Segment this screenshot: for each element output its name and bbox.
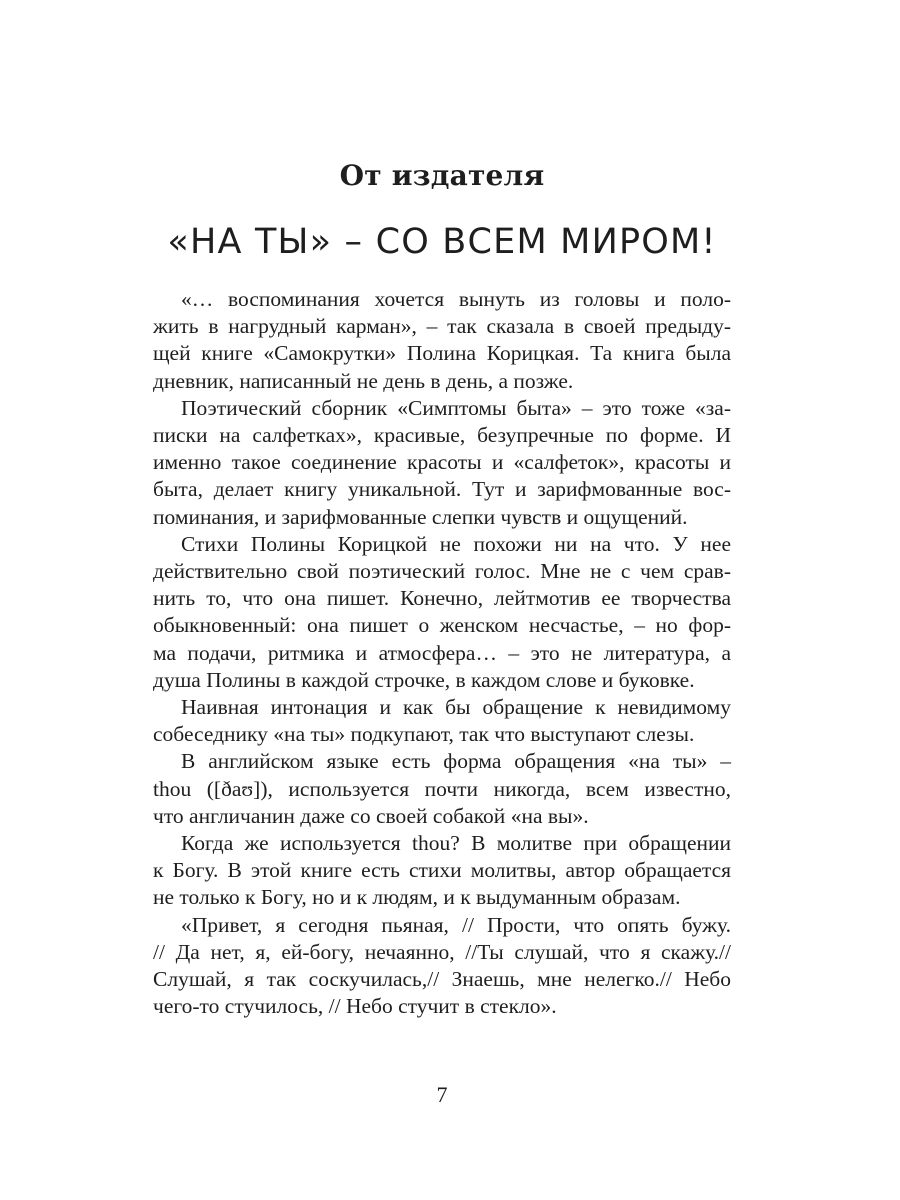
body-text	[153, 286, 731, 1020]
text-line: Стихи Полины Корицкой не похожи ни на что. У нее	[181, 531, 731, 556]
text-line: что англичанин даже со своей собакой «на вы».	[153, 803, 589, 828]
text-line: жить в нагрудный карман», – так сказала в своей предыду-	[153, 314, 731, 339]
text-line: Слушай, я так соскучилась,// Знаешь, мне нелегко.// Небо	[153, 967, 731, 992]
paragraph	[153, 748, 731, 830]
text-line: не только к Богу, но и к людям, и к выдуманным образам.	[153, 885, 681, 910]
paragraph	[153, 395, 731, 531]
text-line: Наивная интонация и как бы обращение к невидимому	[181, 695, 731, 720]
paragraph	[153, 830, 731, 912]
text-line: душа Полины в каждой строчке, в каждом слове и буковке.	[153, 667, 695, 692]
text-line: поминания, и зарифмованные слепки чувств и ощущений.	[153, 504, 688, 529]
text-line: писки на салфетках», красивые, безупречные по форме. И	[153, 423, 731, 448]
paragraph	[153, 694, 731, 748]
text-line: нить то, что она пишет. Конечно, лейтмотив ее творчества	[153, 586, 731, 611]
text-line: Когда же используется thou? В молитве при обращении	[181, 831, 731, 856]
page-number: 7	[436, 1082, 448, 1107]
text-line: thou ([ðaʊ]), используется почти никогда, всем известно,	[153, 776, 731, 801]
text-line: быта, делает книгу уникальной. Тут и зарифмованные вос-	[153, 477, 731, 502]
text-line: дневник, написанный не день в день, а позже.	[153, 368, 574, 393]
text-line: // Да нет, я, ей-богу, нечаянно, //Ты слушай, что я скажу.//	[153, 939, 731, 964]
section-label: От издателя	[339, 159, 545, 192]
text-line: щей книге «Самокрутки» Полина Корицкая. Та книга была	[153, 341, 731, 366]
paragraph	[153, 912, 731, 1021]
text-line: действительно свой поэтический голос. Мне не с чем срав-	[153, 559, 731, 584]
text-line: именно такое соединение красоты и «салфеток», красоты и	[153, 450, 731, 475]
chapter-headline: «НА ТЫ» – СО ВСЕМ МИРОМ!	[167, 222, 717, 262]
text-line: В английском языке есть форма обращения «на ты» –	[181, 749, 731, 774]
text-line: ма подачи, ритмика и атмосфера… – это не литература, а	[153, 640, 731, 665]
text-line: «Привет, я сегодня пьяная, // Прости, что опять бужу.	[181, 912, 731, 937]
text-line: собеседнику «на ты» подкупают, так что выступают слезы.	[153, 722, 695, 747]
text-line: обыкновенный: она пишет о женском несчастье, – но фор-	[153, 613, 731, 638]
text-line: чего-то стучилось, // Небо стучит в стекло».	[153, 994, 557, 1019]
paragraph	[153, 286, 731, 395]
text-line: Поэтический сборник «Симптомы быта» – это тоже «за-	[181, 395, 731, 420]
paragraph	[153, 531, 731, 694]
text-line: к Богу. В этой книге есть стихи молитвы, автор обращается	[153, 858, 731, 883]
text-line: «… воспоминания хочется вынуть из головы и поло-	[181, 287, 731, 311]
